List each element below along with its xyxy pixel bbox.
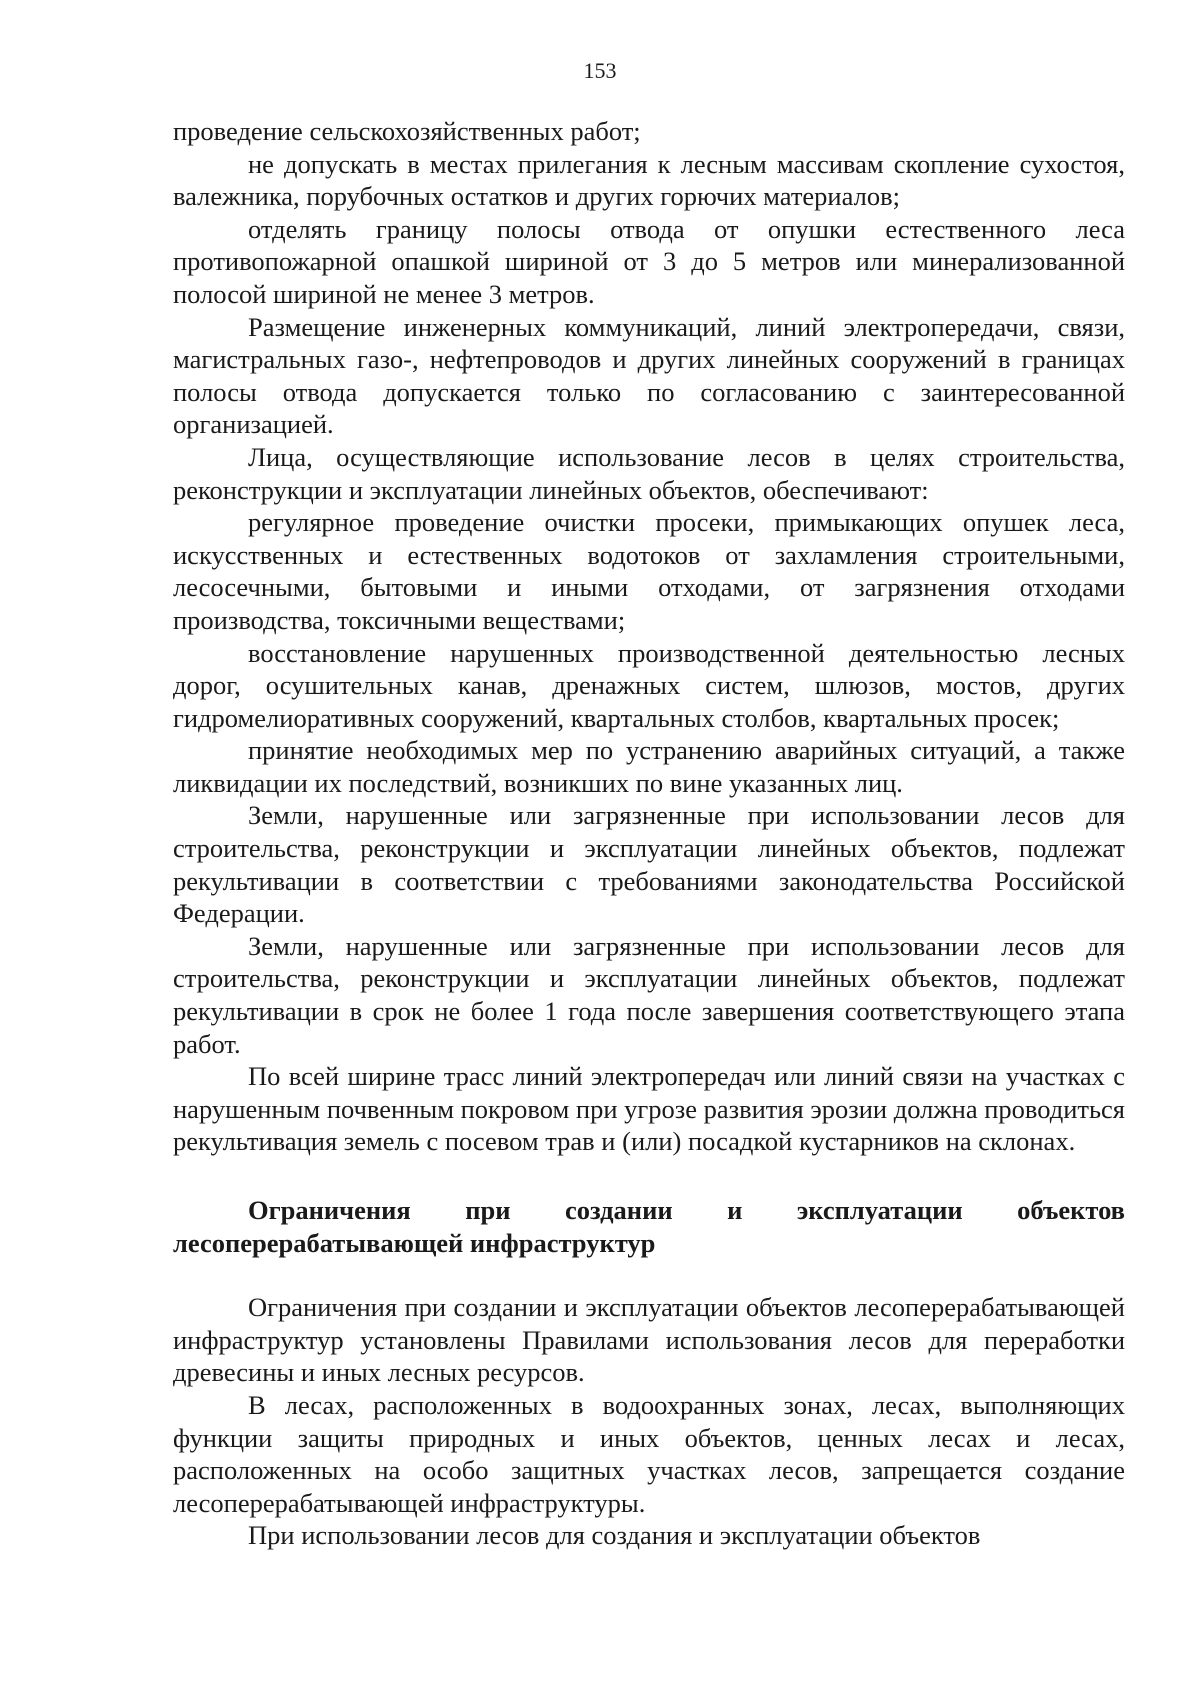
- section-heading: Ограничения при создании и эксплуатации объектов лесоперерабатывающей инфраструктур: [173, 1195, 1125, 1258]
- spacer: [173, 1259, 1125, 1291]
- paragraph: Земли, нарушенные или загрязненные при использовании лесов для строительства, реконструкции и эксплуатации линейных объектов, подлежат рекультивации в срок не более 1 года после завершения соответствующего этапа работ.: [173, 930, 1125, 1059]
- paragraph: не допускать в местах прилегания к лесным массивам скопление сухостоя, валежника, порубочных остатков и других горючих материалов;: [173, 148, 1125, 212]
- paragraph: При использовании лесов для создания и эксплуатации объектов: [248, 1520, 981, 1551]
- paragraph: регулярное проведение очистки просеки, примыкающих опушек леса, искусственных и естественных водотоков от захламления строительными, лесосечными, бытовыми и иными отходами, от загрязнения отходами производства, токсичными веществами;: [173, 507, 1125, 635]
- paragraph: Лица, осуществляющие использование лесов в целях строительства, реконструкции и эксплуатации линейных объектов, обеспечивают:: [173, 441, 1125, 505]
- paragraph: Ограничения при создании и эксплуатации объектов лесоперерабатывающей инфраструктур установлены Правилами использования лесов для переработки древесины и иных лесных ресурсов.: [173, 1292, 1125, 1388]
- paragraph: По всей ширине трасс линий электропередач или линий связи на участках с нарушенным почвенным покровом при угрозе развития эрозии должна проводиться рекультивация земель с посевом трав и (или) посадкой кустарников на склонах.: [173, 1061, 1125, 1157]
- paragraph: Размещение инженерных коммуникаций, линий электропередачи, связи, магистральных газо-, нефтепроводов и других линейных сооружений в границах полосы отвода допускается только по согласованию с заинтересованной организацией.: [173, 311, 1125, 440]
- page-content: [173, 115, 1125, 1552]
- paragraph: проведение сельскохозяйственных работ;: [173, 116, 641, 146]
- paragraph: В лесах, расположенных в водоохранных зонах, лесах, выполняющих функции защиты природных и иных объектов, ценных лесах и лесах, расположенных на особо защитных участках лесов, запрещается создание лесоперерабатывающей инфраструктуры.: [173, 1389, 1125, 1518]
- paragraph: отделять границу полосы отвода от опушки естественного леса противопожарной опашкой шириной от 3 до 5 метров или минерализованной полосой шириной не менее 3 метров.: [173, 213, 1125, 309]
- paragraph: восстановление нарушенных производственной деятельностью лесных дорог, осушительных канав, дренажных систем, шлюзов, мостов, других гидромелиоративных сооружений, квартальных столбов, квартальных просек;: [173, 637, 1125, 733]
- paragraph: Земли, нарушенные или загрязненные при использовании лесов для строительства, реконструкции и эксплуатации линейных объектов, подлежат рекультивации в соответствии с требованиями законодательства Российской Федерации.: [173, 800, 1125, 929]
- paragraph: принятие необходимых мер по устранению аварийных ситуаций, а также ликвидации их последствий, возникших по вине указанных лиц.: [173, 735, 1125, 798]
- page-number: 153: [583, 58, 617, 83]
